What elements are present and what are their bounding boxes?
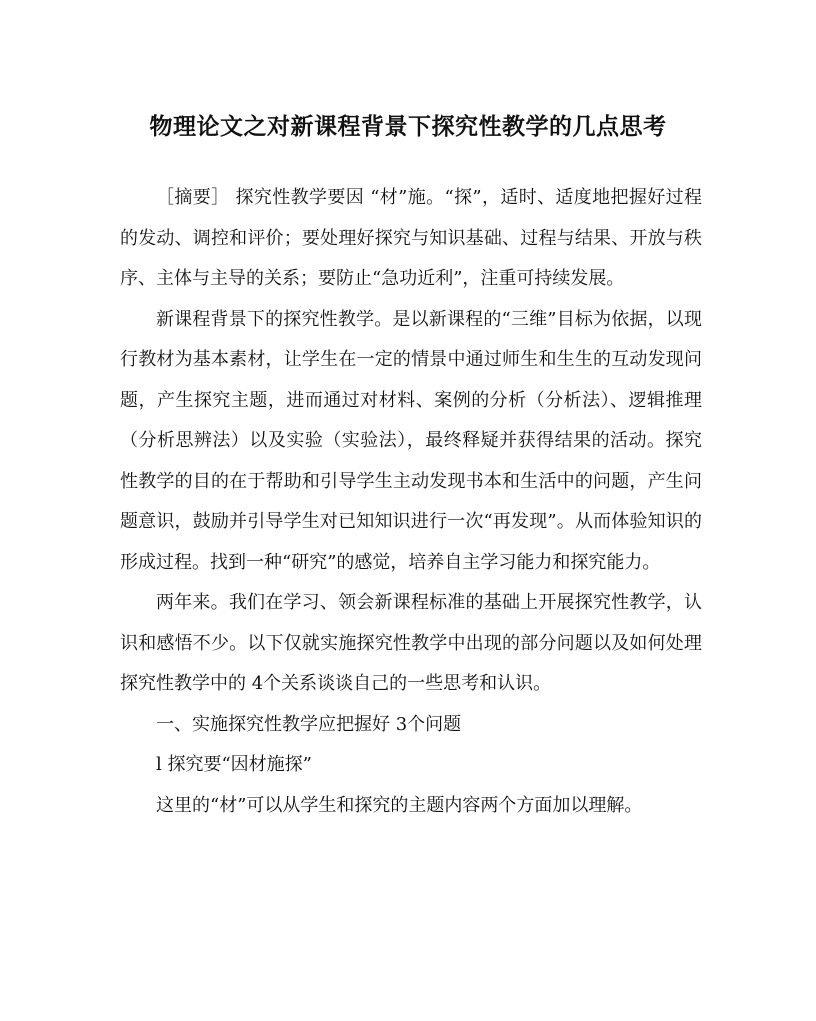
document-body <box>120 178 702 826</box>
document-title: 物理论文之对新课程背景下探究性教学的几点思考 <box>149 113 667 140</box>
subsection-heading-1: l 探究要“因材施探” <box>156 754 312 775</box>
intro-paragraph: 两年来。我们在学习、领会新课程标准的基础上开展探究性教学，认识和感悟不少。以下仅就实施探究性教学中出现的部分问题以及如何处理探究性教学中的 4个关系谈谈自己的一些思考和认识。 <box>120 592 702 694</box>
section-heading-1: 一、实施探究性教学应把握好 3个问题 <box>156 713 462 735</box>
definition-paragraph: 新课程背景下的探究性教学。是以新课程的“三维”目标为依据，以现行教材为基本素材，让学生在一定的情景中通过师生和生生的互动发现问题，产生探究主题，进而通过对材料、案例的分析（分析法）、逻辑推理（分析思辨法）以及实验（实验法），最终释疑并获得结果的活动。探究性教学的目的在于帮助和引导学生主动发现书本和生活中的问题，产生问题意识，鼓励并引导学生对已知知识进行一次“再发现”。从而体验知识的形成过程。找到一种“研究”的感觉，培养自主学习能力和探究能力。 <box>120 308 702 573</box>
body-paragraph: 这里的“材”可以从学生和探究的主题内容两个方面加以理解。 <box>156 794 643 816</box>
abstract-paragraph: ［摘要］ 探究性教学要因 “材”施。“探”，适时、适度地把握好过程的发动、调控和评价；要处理好探究与知识基础、过程与结果、开放与秩序、主体与主导的关系；要防止“急功近利”，注重可持续发展。 <box>120 187 702 289</box>
